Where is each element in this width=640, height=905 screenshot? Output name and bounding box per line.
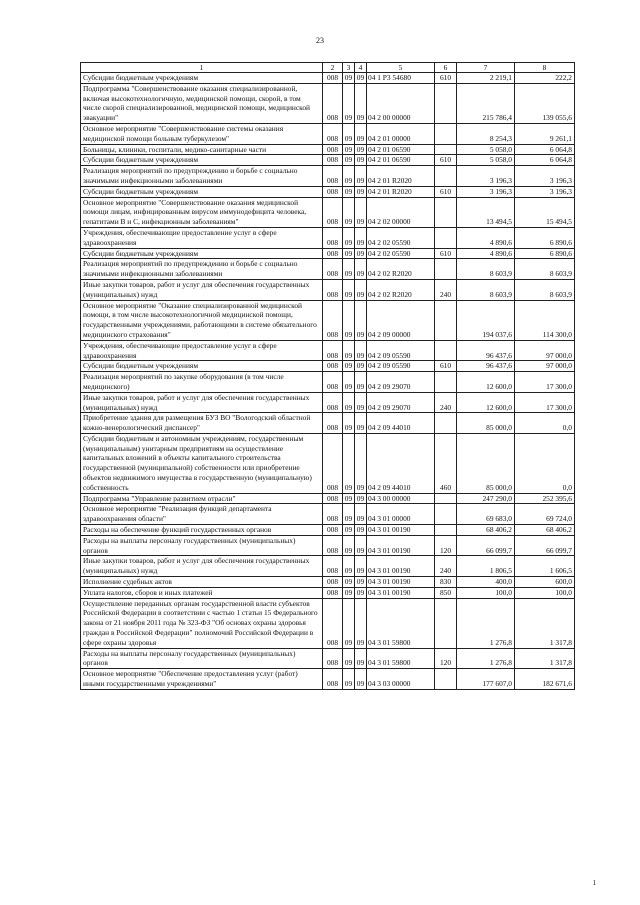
row-target-article: 04 3 01 59800 bbox=[367, 648, 435, 669]
row-expense-type: 240 bbox=[435, 279, 457, 300]
row-target-article: 04 2 02 05590 bbox=[367, 227, 435, 248]
table-row bbox=[81, 535, 575, 556]
row-ministry-code: 008 bbox=[323, 73, 343, 84]
row-subsection-code: 09 bbox=[355, 83, 367, 123]
row-name: Основное мероприятие "Реализация функций департамента здравоохранения области" bbox=[81, 504, 323, 525]
row-expense-type: 610 bbox=[435, 361, 457, 372]
table-header-row bbox=[81, 63, 575, 73]
row-name: Субсидии бюджетным учреждениям bbox=[81, 248, 323, 259]
row-subsection-code: 09 bbox=[355, 372, 367, 393]
row-amount-year1: 96 437,6 bbox=[457, 340, 515, 361]
row-amount-year2: 8 603,9 bbox=[515, 279, 575, 300]
row-ministry-code: 008 bbox=[323, 227, 343, 248]
row-ministry-code: 008 bbox=[323, 525, 343, 536]
row-expense-type: 830 bbox=[435, 577, 457, 588]
row-amount-year2: 1 317,8 bbox=[515, 598, 575, 648]
row-target-article: 04 2 09 44010 bbox=[367, 413, 435, 434]
row-amount-year1: 3 196,3 bbox=[457, 166, 515, 187]
row-amount-year1: 247 290,0 bbox=[457, 493, 515, 504]
row-target-article: 04 3 01 00000 bbox=[367, 504, 435, 525]
row-ministry-code: 008 bbox=[323, 556, 343, 577]
row-expense-type: 120 bbox=[435, 535, 457, 556]
row-target-article: 04 3 03 00000 bbox=[367, 669, 435, 690]
row-amount-year1: 85 000,0 bbox=[457, 433, 515, 493]
row-name: Основное мероприятие "Обеспечение предоставления услуг (работ) иными государственными учреждениями" bbox=[81, 669, 323, 690]
table-row bbox=[81, 340, 575, 361]
row-amount-year1: 69 683,0 bbox=[457, 504, 515, 525]
row-subsection-code: 09 bbox=[355, 587, 367, 598]
row-section-code: 09 bbox=[343, 525, 355, 536]
row-section-code: 09 bbox=[343, 504, 355, 525]
row-amount-year1: 215 786,4 bbox=[457, 83, 515, 123]
row-amount-year1: 12 600,0 bbox=[457, 392, 515, 413]
row-section-code: 09 bbox=[343, 123, 355, 144]
row-subsection-code: 09 bbox=[355, 392, 367, 413]
row-ministry-code: 008 bbox=[323, 392, 343, 413]
row-name: Реализация мероприятий по предупреждению и борьбе с социально значимыми инфекционными заболеваниями bbox=[81, 259, 323, 280]
row-amount-year2: 600,0 bbox=[515, 577, 575, 588]
row-section-code: 09 bbox=[343, 433, 355, 493]
row-subsection-code: 09 bbox=[355, 340, 367, 361]
row-subsection-code: 09 bbox=[355, 197, 367, 227]
row-ministry-code: 008 bbox=[323, 648, 343, 669]
row-amount-year2: 222,2 bbox=[515, 73, 575, 84]
row-amount-year1: 100,0 bbox=[457, 587, 515, 598]
row-name: Реализация мероприятий по предупреждению и борьбе с социально значимыми инфекционными заболеваниями bbox=[81, 166, 323, 187]
row-amount-year2: 8 603,9 bbox=[515, 259, 575, 280]
row-section-code: 09 bbox=[343, 556, 355, 577]
row-name: Расходы на обеспечение функций государственных органов bbox=[81, 525, 323, 536]
row-amount-year2: 97 000,0 bbox=[515, 340, 575, 361]
column-header-4: 4 bbox=[355, 63, 367, 73]
row-section-code: 09 bbox=[343, 535, 355, 556]
row-ministry-code: 008 bbox=[323, 300, 343, 340]
row-amount-year2: 17 300,0 bbox=[515, 392, 575, 413]
row-section-code: 09 bbox=[343, 227, 355, 248]
row-section-code: 09 bbox=[343, 413, 355, 434]
table-row bbox=[81, 166, 575, 187]
row-amount-year1: 1 276,8 bbox=[457, 648, 515, 669]
row-target-article: 04 1 Р3 54680 bbox=[367, 73, 435, 84]
row-expense-type bbox=[435, 83, 457, 123]
row-expense-type bbox=[435, 300, 457, 340]
row-name: Расходы на выплаты персоналу государственных (муниципальных) органов bbox=[81, 535, 323, 556]
row-section-code: 09 bbox=[343, 598, 355, 648]
row-amount-year1: 2 219,1 bbox=[457, 73, 515, 84]
row-target-article: 04 2 01 R2020 bbox=[367, 186, 435, 197]
row-section-code: 09 bbox=[343, 259, 355, 280]
row-subsection-code: 09 bbox=[355, 186, 367, 197]
row-expense-type bbox=[435, 493, 457, 504]
row-section-code: 09 bbox=[343, 144, 355, 155]
row-amount-year2: 1 606,5 bbox=[515, 556, 575, 577]
row-section-code: 09 bbox=[343, 587, 355, 598]
budget-table bbox=[80, 62, 575, 690]
row-name: Расходы на выплаты персоналу государственных (муниципальных) органов bbox=[81, 648, 323, 669]
footer-mark: 1 bbox=[592, 879, 596, 887]
row-expense-type: 240 bbox=[435, 392, 457, 413]
row-name: Подпрограмма "Управление развитием отрасли" bbox=[81, 493, 323, 504]
row-name: Учреждения, обеспечивающие предоставление услуг в сфере здравоохранения bbox=[81, 227, 323, 248]
row-section-code: 09 bbox=[343, 340, 355, 361]
row-target-article: 04 2 09 05590 bbox=[367, 361, 435, 372]
row-section-code: 09 bbox=[343, 493, 355, 504]
row-section-code: 09 bbox=[343, 248, 355, 259]
row-ministry-code: 008 bbox=[323, 259, 343, 280]
row-amount-year1: 12 600,0 bbox=[457, 372, 515, 393]
row-ministry-code: 008 bbox=[323, 413, 343, 434]
row-target-article: 04 2 02 R2020 bbox=[367, 259, 435, 280]
row-subsection-code: 09 bbox=[355, 144, 367, 155]
row-section-code: 09 bbox=[343, 73, 355, 84]
row-amount-year1: 4 890,6 bbox=[457, 248, 515, 259]
row-subsection-code: 09 bbox=[355, 577, 367, 588]
row-amount-year2: 68 406,2 bbox=[515, 525, 575, 536]
row-subsection-code: 09 bbox=[355, 300, 367, 340]
row-ministry-code: 008 bbox=[323, 83, 343, 123]
column-header-1: 1 bbox=[81, 63, 323, 73]
row-target-article: 04 2 09 05590 bbox=[367, 340, 435, 361]
row-expense-type bbox=[435, 166, 457, 187]
row-amount-year2: 6 890,6 bbox=[515, 248, 575, 259]
row-name: Иные закупки товаров, работ и услуг для обеспечения государственных (муниципальных) нужд bbox=[81, 556, 323, 577]
row-target-article: 04 3 01 00190 bbox=[367, 556, 435, 577]
row-name: Основное мероприятие "Оказание специализированной медицинской помощи, в том числе высокотехнологичной медицинской помощи, государственными учреждениями, работающими в системе обязательного медицинского страхования" bbox=[81, 300, 323, 340]
row-amount-year1: 3 196,3 bbox=[457, 186, 515, 197]
column-header-3: 3 bbox=[343, 63, 355, 73]
row-expense-type bbox=[435, 413, 457, 434]
column-header-2: 2 bbox=[323, 63, 343, 73]
row-ministry-code: 008 bbox=[323, 598, 343, 648]
table-row bbox=[81, 197, 575, 227]
row-ministry-code: 008 bbox=[323, 669, 343, 690]
table-row bbox=[81, 123, 575, 144]
table-row bbox=[81, 392, 575, 413]
table-row bbox=[81, 361, 575, 372]
row-amount-year2: 97 000,0 bbox=[515, 361, 575, 372]
row-section-code: 09 bbox=[343, 83, 355, 123]
row-ministry-code: 008 bbox=[323, 361, 343, 372]
row-ministry-code: 008 bbox=[323, 186, 343, 197]
row-amount-year2: 17 300,0 bbox=[515, 372, 575, 393]
row-subsection-code: 09 bbox=[355, 227, 367, 248]
row-expense-type bbox=[435, 259, 457, 280]
table-row bbox=[81, 300, 575, 340]
row-section-code: 09 bbox=[343, 392, 355, 413]
row-target-article: 04 2 09 29070 bbox=[367, 372, 435, 393]
row-amount-year2: 252 395,6 bbox=[515, 493, 575, 504]
row-amount-year2: 69 724,0 bbox=[515, 504, 575, 525]
row-amount-year2: 139 055,6 bbox=[515, 83, 575, 123]
row-subsection-code: 09 bbox=[355, 248, 367, 259]
row-amount-year2: 15 494,5 bbox=[515, 197, 575, 227]
row-expense-type bbox=[435, 669, 457, 690]
row-expense-type: 240 bbox=[435, 556, 457, 577]
table-row bbox=[81, 186, 575, 197]
table-row bbox=[81, 73, 575, 84]
row-section-code: 09 bbox=[343, 372, 355, 393]
table-row bbox=[81, 433, 575, 493]
row-amount-year1: 5 058,0 bbox=[457, 144, 515, 155]
row-subsection-code: 09 bbox=[355, 598, 367, 648]
row-amount-year2: 100,0 bbox=[515, 587, 575, 598]
row-expense-type bbox=[435, 123, 457, 144]
row-amount-year1: 8 603,9 bbox=[457, 279, 515, 300]
row-section-code: 09 bbox=[343, 197, 355, 227]
row-amount-year2: 6 064,8 bbox=[515, 155, 575, 166]
column-header-6: 6 bbox=[435, 63, 457, 73]
row-name: Реализация мероприятий по закупке оборудования (в том числе медицинского) bbox=[81, 372, 323, 393]
table-row bbox=[81, 493, 575, 504]
row-expense-type: 850 bbox=[435, 587, 457, 598]
row-name: Субсидии бюджетным учреждениям bbox=[81, 186, 323, 197]
table-body bbox=[81, 73, 575, 690]
row-section-code: 09 bbox=[343, 361, 355, 372]
row-section-code: 09 bbox=[343, 155, 355, 166]
row-subsection-code: 09 bbox=[355, 155, 367, 166]
row-ministry-code: 008 bbox=[323, 144, 343, 155]
row-expense-type bbox=[435, 340, 457, 361]
row-amount-year1: 96 437,6 bbox=[457, 361, 515, 372]
table-row bbox=[81, 227, 575, 248]
row-expense-type bbox=[435, 504, 457, 525]
column-header-7: 7 bbox=[457, 63, 515, 73]
row-subsection-code: 09 bbox=[355, 413, 367, 434]
row-ministry-code: 008 bbox=[323, 279, 343, 300]
table-row bbox=[81, 144, 575, 155]
table-row bbox=[81, 556, 575, 577]
row-name: Субсидии бюджетным учреждениям bbox=[81, 361, 323, 372]
row-name: Основное мероприятие "Совершенствование оказания медицинской помощи лицам, инфицированным вирусом иммунодефицита человека, гепатитами В и С, инфекционным заболеваниям" bbox=[81, 197, 323, 227]
row-section-code: 09 bbox=[343, 669, 355, 690]
table-row bbox=[81, 598, 575, 648]
row-name: Учреждения, обеспечивающие предоставление услуг в сфере здравоохранения bbox=[81, 340, 323, 361]
row-subsection-code: 09 bbox=[355, 556, 367, 577]
row-name: Иные закупки товаров, работ и услуг для обеспечения государственных (муниципальных) нужд bbox=[81, 279, 323, 300]
row-name: Основное мероприятие "Совершенствование системы оказания медицинской помощи больным туберкулезом" bbox=[81, 123, 323, 144]
table-row bbox=[81, 648, 575, 669]
row-subsection-code: 09 bbox=[355, 525, 367, 536]
row-subsection-code: 09 bbox=[355, 123, 367, 144]
row-amount-year1: 8 603,9 bbox=[457, 259, 515, 280]
table-row bbox=[81, 279, 575, 300]
row-amount-year1: 400,0 bbox=[457, 577, 515, 588]
table-row bbox=[81, 248, 575, 259]
row-target-article: 04 2 09 00000 bbox=[367, 300, 435, 340]
row-name: Субсидии бюджетным и автономным учреждениям, государственным (муниципальным) унитарным предприятиям на осуществление капитальных вложений в объекты капитального строительства государственной (муниципальной) собственности или приобретение объектов недвижимого имущества в государственную (муниципальную) собственность bbox=[81, 433, 323, 493]
row-name: Приобретение здания для размещения БУЗ ВО "Вологодский областной кожно-венерологический диспансер" bbox=[81, 413, 323, 434]
row-amount-year1: 1 806,5 bbox=[457, 556, 515, 577]
row-name: Уплата налогов, сборов и иных платежей bbox=[81, 587, 323, 598]
row-amount-year2: 182 671,6 bbox=[515, 669, 575, 690]
row-ministry-code: 008 bbox=[323, 166, 343, 187]
row-target-article: 04 2 01 00000 bbox=[367, 123, 435, 144]
row-ministry-code: 008 bbox=[323, 493, 343, 504]
row-section-code: 09 bbox=[343, 166, 355, 187]
row-expense-type bbox=[435, 372, 457, 393]
row-ministry-code: 008 bbox=[323, 340, 343, 361]
row-name: Больницы, клиники, госпитали, медико-санитарные части bbox=[81, 144, 323, 155]
row-ministry-code: 008 bbox=[323, 248, 343, 259]
row-section-code: 09 bbox=[343, 648, 355, 669]
row-name: Иные закупки товаров, работ и услуг для обеспечения государственных (муниципальных) нужд bbox=[81, 392, 323, 413]
row-amount-year2: 3 196,3 bbox=[515, 186, 575, 197]
table-row bbox=[81, 525, 575, 536]
row-subsection-code: 09 bbox=[355, 166, 367, 187]
row-target-article: 04 2 00 00000 bbox=[367, 83, 435, 123]
row-target-article: 04 2 02 R2020 bbox=[367, 279, 435, 300]
row-subsection-code: 09 bbox=[355, 361, 367, 372]
row-section-code: 09 bbox=[343, 300, 355, 340]
row-amount-year1: 8 254,3 bbox=[457, 123, 515, 144]
row-amount-year1: 177 607,0 bbox=[457, 669, 515, 690]
row-target-article: 04 3 01 00190 bbox=[367, 587, 435, 598]
row-amount-year1: 1 276,8 bbox=[457, 598, 515, 648]
row-name: Субсидии бюджетным учреждениям bbox=[81, 73, 323, 84]
row-amount-year2: 0,0 bbox=[515, 433, 575, 493]
table-row bbox=[81, 155, 575, 166]
row-expense-type: 610 bbox=[435, 248, 457, 259]
row-expense-type bbox=[435, 598, 457, 648]
column-header-5: 5 bbox=[367, 63, 435, 73]
row-target-article: 04 3 00 00000 bbox=[367, 493, 435, 504]
row-amount-year1: 4 890,6 bbox=[457, 227, 515, 248]
row-ministry-code: 008 bbox=[323, 577, 343, 588]
row-amount-year1: 85 000,0 bbox=[457, 413, 515, 434]
row-subsection-code: 09 bbox=[355, 73, 367, 84]
row-name: Подпрограмма "Совершенствование оказания специализированной, включая высокотехнологичную, медицинской помощи, скорой, в том числе скорой специализированной, медицинской помощи, медицинской эвакуации" bbox=[81, 83, 323, 123]
row-expense-type: 460 bbox=[435, 433, 457, 493]
row-target-article: 04 2 02 00000 bbox=[367, 197, 435, 227]
row-expense-type: 120 bbox=[435, 648, 457, 669]
row-amount-year2: 9 261,1 bbox=[515, 123, 575, 144]
row-target-article: 04 2 09 44010 bbox=[367, 433, 435, 493]
row-amount-year1: 5 058,0 bbox=[457, 155, 515, 166]
table-row bbox=[81, 577, 575, 588]
row-expense-type: 610 bbox=[435, 155, 457, 166]
row-section-code: 09 bbox=[343, 279, 355, 300]
row-target-article: 04 2 01 06590 bbox=[367, 155, 435, 166]
budget-table-container bbox=[80, 62, 574, 690]
row-amount-year2: 66 099,7 bbox=[515, 535, 575, 556]
table-row bbox=[81, 669, 575, 690]
row-section-code: 09 bbox=[343, 577, 355, 588]
row-ministry-code: 008 bbox=[323, 535, 343, 556]
row-ministry-code: 008 bbox=[323, 587, 343, 598]
row-subsection-code: 09 bbox=[355, 259, 367, 280]
table-row bbox=[81, 83, 575, 123]
row-section-code: 09 bbox=[343, 186, 355, 197]
table-row bbox=[81, 587, 575, 598]
row-amount-year2: 1 317,8 bbox=[515, 648, 575, 669]
row-ministry-code: 008 bbox=[323, 433, 343, 493]
row-target-article: 04 3 01 00190 bbox=[367, 525, 435, 536]
row-name: Осуществление переданных органам государственной власти субъектов Российской Федерации в соответствии с частью 1 статьи 15 Федерального закона от 21 ноября 2011 года № 323-ФЗ "Об основах охраны здоровья граждан в Российской Федерации" полномочий Российской Федерации в сфере охраны здоровья bbox=[81, 598, 323, 648]
row-expense-type bbox=[435, 525, 457, 536]
row-target-article: 04 2 09 29070 bbox=[367, 392, 435, 413]
row-amount-year2: 3 196,3 bbox=[515, 166, 575, 187]
row-ministry-code: 008 bbox=[323, 504, 343, 525]
row-expense-type bbox=[435, 144, 457, 155]
row-subsection-code: 09 bbox=[355, 669, 367, 690]
row-amount-year2: 114 300,0 bbox=[515, 300, 575, 340]
page-number: 23 bbox=[316, 36, 324, 45]
row-target-article: 04 2 01 06590 bbox=[367, 144, 435, 155]
row-expense-type bbox=[435, 227, 457, 248]
row-ministry-code: 008 bbox=[323, 155, 343, 166]
table-row bbox=[81, 259, 575, 280]
row-target-article: 04 3 01 59800 bbox=[367, 598, 435, 648]
row-name: Исполнение судебных актов bbox=[81, 577, 323, 588]
row-subsection-code: 09 bbox=[355, 433, 367, 493]
table-row bbox=[81, 413, 575, 434]
row-amount-year1: 68 406,2 bbox=[457, 525, 515, 536]
row-amount-year2: 0,0 bbox=[515, 413, 575, 434]
row-ministry-code: 008 bbox=[323, 123, 343, 144]
row-target-article: 04 3 01 00190 bbox=[367, 577, 435, 588]
row-subsection-code: 09 bbox=[355, 535, 367, 556]
row-expense-type bbox=[435, 197, 457, 227]
row-target-article: 04 2 01 R2020 bbox=[367, 166, 435, 187]
row-target-article: 04 3 01 00190 bbox=[367, 535, 435, 556]
row-amount-year2: 6 064,8 bbox=[515, 144, 575, 155]
row-subsection-code: 09 bbox=[355, 493, 367, 504]
row-expense-type: 610 bbox=[435, 186, 457, 197]
row-amount-year2: 6 890,6 bbox=[515, 227, 575, 248]
row-expense-type: 610 bbox=[435, 73, 457, 84]
row-ministry-code: 008 bbox=[323, 372, 343, 393]
row-amount-year1: 13 494,5 bbox=[457, 197, 515, 227]
row-subsection-code: 09 bbox=[355, 504, 367, 525]
table-row bbox=[81, 372, 575, 393]
row-subsection-code: 09 bbox=[355, 279, 367, 300]
table-row bbox=[81, 504, 575, 525]
row-amount-year1: 194 037,6 bbox=[457, 300, 515, 340]
row-target-article: 04 2 02 05590 bbox=[367, 248, 435, 259]
row-name: Субсидии бюджетным учреждениям bbox=[81, 155, 323, 166]
row-subsection-code: 09 bbox=[355, 648, 367, 669]
column-header-8: 8 bbox=[515, 63, 575, 73]
row-ministry-code: 008 bbox=[323, 197, 343, 227]
row-amount-year1: 66 099,7 bbox=[457, 535, 515, 556]
